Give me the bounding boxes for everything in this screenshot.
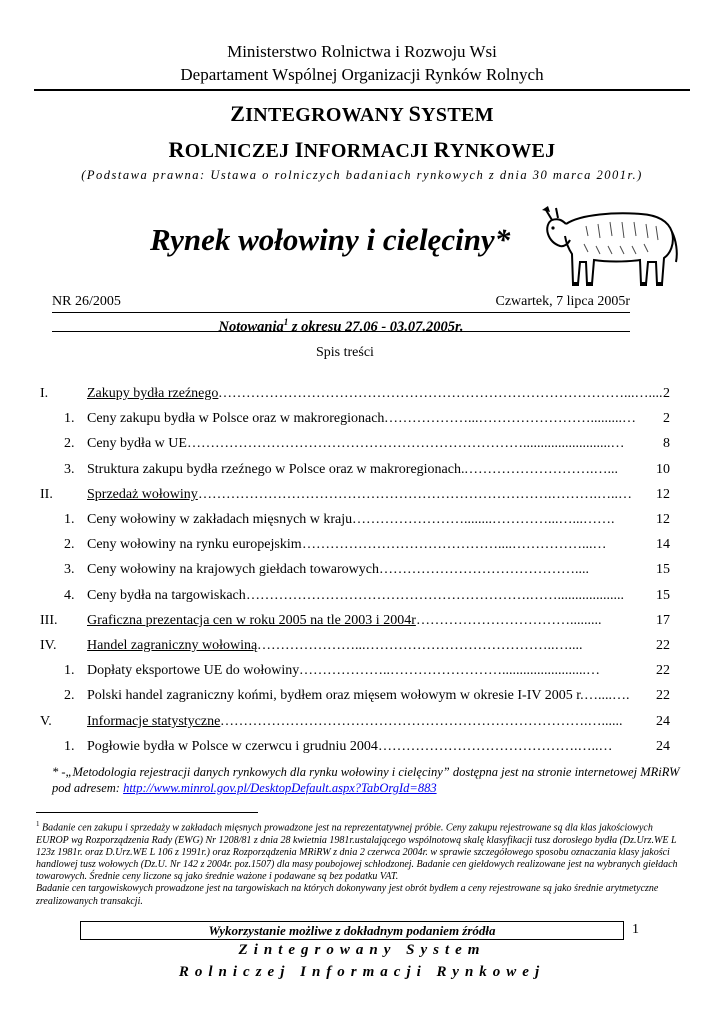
issue-number: NR 26/2005 — [52, 294, 121, 309]
toc-entry-number: 4. — [64, 588, 75, 603]
toc-entry-number: 2. — [64, 436, 75, 451]
ministry-name: Ministerstwo Rolnictwa i Rozwoju Wsi — [227, 42, 497, 61]
toc-entry-page: 2 — [663, 386, 670, 401]
toc-entry[interactable] — [0, 460, 724, 480]
toc-entry[interactable] — [0, 409, 724, 429]
toc-entry-page: 10 — [656, 462, 670, 477]
toc-entry-title[interactable]: Ceny wołowiny na krajowych giełdach towarowych — [87, 562, 379, 577]
page-number: 1 — [632, 922, 639, 937]
toc-entry-number: IV. — [40, 638, 57, 653]
toc-entry-number: 1. — [64, 663, 75, 678]
methodology-link[interactable]: http://www.minrol.gov.pl/DesktopDefault.aspx?TabOrgId=883 — [123, 781, 437, 795]
toc-entry-page: 17 — [656, 613, 670, 628]
toc-entry-title[interactable]: Zakupy bydła rzeźnego — [87, 386, 219, 401]
toc-entry[interactable] — [0, 686, 724, 706]
footnote-rule — [36, 812, 258, 813]
toc-entry-page: 22 — [656, 638, 670, 653]
toc-entry-title[interactable]: Pogłowie bydła w Polsce w czerwcu i grudniu 2004 — [87, 739, 378, 754]
footer-line1: Zintegrowany System — [238, 942, 486, 958]
issue-date: Czwartek, 7 lipca 2005r — [495, 294, 630, 309]
header-rule — [34, 89, 690, 91]
toc-entry-leader: …………………...…………………………………..….... — [257, 638, 583, 653]
attribution-box — [80, 921, 624, 940]
toc-entry-page: 14 — [656, 537, 670, 552]
toc-entry-page: 24 — [656, 714, 670, 729]
system-name-line2: ROLNICZEJ INFORMACJI RYNKOWEJ — [168, 137, 556, 162]
toc-entry-title[interactable]: Informacje statystyczne — [87, 714, 221, 729]
methodology-note: * -„Metodologia rejestracji danych rynkowych dla rynku wołowiny i cielęciny” dostępna jest na stronie internetowej MRiRW pod adresem: http://www.minrol.gov.pl/DesktopDefault.aspx?TabOrgId=883 — [52, 765, 680, 795]
toc-title: Spis treści — [316, 345, 374, 360]
toc-entry[interactable] — [0, 434, 724, 454]
toc-entry[interactable] — [0, 510, 724, 530]
toc-entry-title[interactable]: Dopłaty eksportowe UE do wołowiny — [87, 663, 300, 678]
toc-entry-number: III. — [40, 613, 58, 628]
toc-entry[interactable] — [0, 560, 724, 580]
toc-entry-leader: …………………………………….…..… — [378, 739, 613, 754]
toc-entry-page: 15 — [656, 562, 670, 577]
toc-entry-leader: ……………………………......... — [416, 613, 602, 628]
document-title: Rynek wołowiny i cielęciny* — [150, 222, 511, 257]
toc-entry-leader: ……………………….…... — [464, 462, 618, 477]
toc-entry[interactable] — [0, 611, 724, 631]
toc-entry-page: 12 — [656, 487, 670, 502]
toc-entry-title[interactable]: Ceny bydła w UE — [87, 436, 187, 451]
toc-entry-title[interactable]: Ceny wołowiny w zakładach mięsnych w kraju — [87, 512, 353, 527]
toc-entry-page: 2 — [663, 411, 670, 426]
toc-entry-leader: ……………………………………………………………………………...….... — [218, 386, 663, 401]
toc-entry-page: 15 — [656, 588, 670, 603]
department-name: Departament Wspólnej Organizacji Rynków Rolnych — [180, 65, 544, 84]
toc-entry-number: I. — [40, 386, 49, 401]
toc-entry-page: 22 — [656, 663, 670, 678]
toc-entry-title[interactable]: Ceny wołowiny na rynku europejskim — [87, 537, 302, 552]
toc-entry-number: 3. — [64, 462, 75, 477]
toc-entry-leader: ……………………………………………………………….........................… — [187, 436, 625, 451]
toc-entry-number: 1. — [64, 512, 75, 527]
toc-entry-number: 2. — [64, 688, 75, 703]
toc-entry-number: 1. — [64, 739, 75, 754]
toc-entry-page: 12 — [656, 512, 670, 527]
toc-entry-leader: ……………………………………....……………...… — [302, 537, 607, 552]
toc-entry-title[interactable]: Ceny bydła na targowiskach — [87, 588, 246, 603]
period-box — [52, 312, 630, 335]
toc-entry-title[interactable]: Struktura zakupu bydła rzeźnego w Polsce oraz w makroregionach. — [87, 462, 465, 477]
toc-entry-page: 24 — [656, 739, 670, 754]
toc-entry[interactable] — [0, 636, 724, 656]
toc-entry-number: 2. — [64, 537, 75, 552]
toc-entry-page: 22 — [656, 688, 670, 703]
toc-entry-number: II. — [40, 487, 53, 502]
toc-entry[interactable] — [0, 586, 724, 606]
toc-entry-leader: ………………..……………………........................… — [299, 663, 600, 678]
toc-entry-leader: …………………………………………………….……................... — [246, 588, 624, 603]
toc-entry-page: 8 — [663, 436, 670, 451]
toc-entry-title[interactable]: Ceny zakupu bydła w Polsce oraz w makroregionach — [87, 411, 385, 426]
legal-basis: (Podstawa prawna: Ustawa o rolniczych badaniach rynkowych z dnia 30 marca 2001r.) — [81, 168, 643, 182]
toc-entry-number: 1. — [64, 411, 75, 426]
toc-entry[interactable] — [0, 485, 724, 505]
footer-line2: Rolniczej Informacji Rynkowej — [178, 964, 546, 980]
toc-entry[interactable] — [0, 737, 724, 757]
footnote: $^1$ Badanie cen zakupu i sprzedaży w zakładach mięsnych prowadzone jest na reprezentatywnej próbie. Ceny zakupu rejestrowane są dla klas jakościowych EUROP wg Rozporządzenia Rady (EWG) Nr 1208/81 z dnia 28 kwietnia 1981r.ustalającego wspólnotową skalę klasyfikacji tusz dorosłego bydła (Dz.Urz.WE L 123z 1981r. oraz D.Urz.WE L 106 z 1991r.) oraz Rozporządzenia MRiRW z dnia 2 czerwca 2004r. w sprawie szczegółowego sposobu oznaczania klasy jakości handlowej tusz wołowych (Dz.U. Nr 142 z 2004r. poz.1507) dla masy poubojowej schłodzonej. Badanie cen giełdowych realizowane jest na wybranych giełdach towarowych. Średnie ceny liczone są jako średnie ważone i podawane są bez podatku VAT. Badanie cen targowiskowych prowadzone jest na targowiskach na których dokonywany jest obrót bydłem a ceny rejestrowane są jako średnie arytmetyczne zrealizowanych transakcji. — [36, 820, 678, 907]
toc-entry-title[interactable]: Handel zagraniczny wołowiną — [87, 638, 258, 653]
toc-entry-leader: ………………...…………………….........… — [384, 411, 636, 426]
toc-entry-number: 3. — [64, 562, 75, 577]
system-name-line1: ZINTEGROWANY SYSTEM — [230, 101, 494, 126]
toc-entry-leader: …………………………………….... — [379, 562, 589, 577]
toc-entry-leader: …....…. — [584, 688, 630, 703]
toc-entry[interactable] — [0, 661, 724, 681]
toc-entry[interactable] — [0, 535, 724, 555]
toc-entry-title[interactable]: Polski handel zagraniczny końmi, bydłem oraz mięsem wołowym w okresie I-IV 2005 r. — [87, 688, 584, 703]
toc-entry-leader: ……………………........…………...…...……. — [352, 512, 615, 527]
attribution-text: Wykorzystanie możliwe z dokładnym podaniem źródła — [208, 923, 496, 938]
toc-entry[interactable] — [0, 712, 724, 732]
toc-entry-number: V. — [40, 714, 52, 729]
toc-entry[interactable] — [0, 384, 724, 404]
toc-entry-leader: ………………………………………………………………….……….…..… — [198, 487, 632, 502]
cow-icon — [536, 196, 682, 292]
toc-entry-leader: …………………………………………………………………….…...... — [220, 714, 623, 729]
toc-entry-title[interactable]: Sprzedaż wołowiny — [87, 487, 198, 502]
toc-entry-title[interactable]: Graficzna prezentacja cen w roku 2005 na tle 2003 i 2004r — [87, 613, 416, 628]
period-label: Notowania$^1$ z okresu 27.06 - 03.07.2005r. — [218, 317, 464, 335]
